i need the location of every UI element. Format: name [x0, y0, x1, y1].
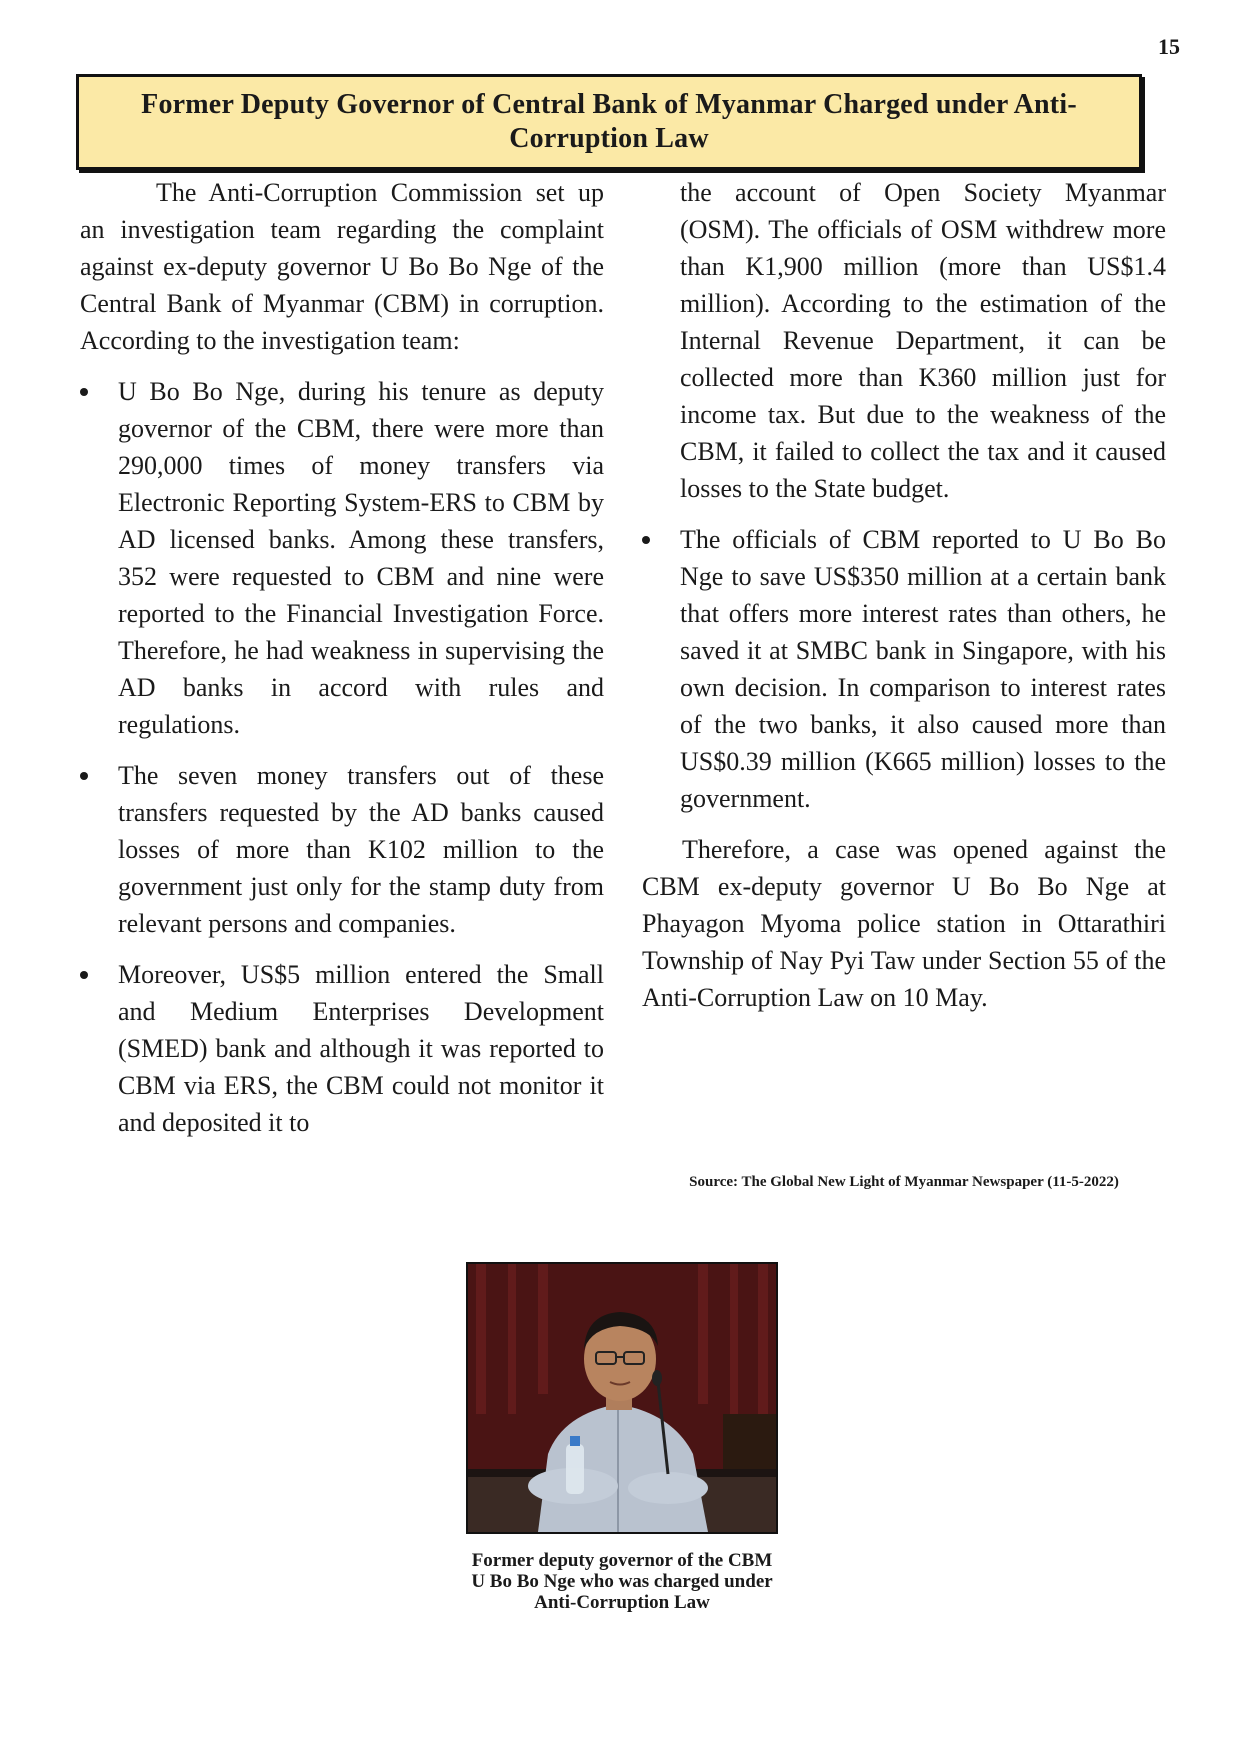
- finding-text: The officials of CBM reported to U Bo Bo Nge to save US$350 million at a certain bank that offers more interest rates than others, he saved it at SMBC bank in Singapore, with his own decision. In comparison to interest rates of the two banks, it also caused more than US$0.39 million (K665 million) losses to the government.: [680, 525, 1166, 813]
- bullet-icon: [642, 536, 650, 544]
- bullet-icon: [80, 772, 88, 780]
- list-item: [80, 373, 604, 743]
- portrait-illustration: [468, 1264, 776, 1532]
- portrait-photo: [466, 1262, 778, 1534]
- article-title-box: [76, 74, 1142, 170]
- article-title: Former Deputy Governor of Central Bank of Myanmar Charged under Anti-Corruption Law: [141, 89, 1077, 154]
- photo-caption: Former deputy governor of the CBM U Bo Bo Nge who was charged under Anti-Corruption Law: [471, 1550, 773, 1613]
- bullet-icon: [80, 388, 88, 396]
- right-column: [642, 174, 1166, 1016]
- page-number: 15: [1158, 34, 1180, 59]
- finding-continued-text: the account of Open Society Myanmar (OSM). The officials of OSM withdrew more than K1,900 million (more than US$1.4 million). According to the estimation of the Internal Revenue Department, it can be collected more than K360 million just for income tax. But due to the weakness of the CBM, it failed to collect the tax and it caused losses to the State budget.: [680, 178, 1166, 503]
- finding-text: Moreover, US$5 million entered the Small and Medium Enterprises Development (SMED) bank and although it was reported to CBM via ERS, the CBM could not monitor it and deposited it to: [118, 960, 604, 1137]
- list-item: [80, 956, 604, 1141]
- closing-paragraph: Therefore, a case was opened against the CBM ex-deputy governor U Bo Bo Nge at Phayagon Myoma police station in Ottarathiri Township of Nay Pyi Taw under Section 55 of the Anti-Corruption Law on 10 May.: [642, 835, 1166, 1012]
- intro-paragraph: The Anti-Corruption Commission set up an investigation team regarding the complaint against ex-deputy governor U Bo Bo Nge of the Central Bank of Myanmar (CBM) in corruption. According to the investigation team:: [80, 178, 604, 355]
- bullet-icon: [80, 971, 88, 979]
- left-column: [80, 174, 604, 1155]
- list-item: [642, 521, 1166, 817]
- finding-text: U Bo Bo Nge, during his tenure as deputy governor of the CBM, there were more than 290,000 times of money transfers via Electronic Reporting System-ERS to CBM by AD licensed banks. Among these transfers, 352 were requested to CBM and nine were reported to the Financial Investigation Force. Therefore, he had weakness in supervising the AD banks in accord with rules and regulations.: [118, 377, 604, 739]
- list-item: [80, 757, 604, 942]
- finding-text: The seven money transfers out of these transfers requested by the AD banks caused losses of more than K102 million to the government just only for the stamp duty from relevant persons and companies.: [118, 761, 604, 938]
- findings-list: [80, 373, 604, 1141]
- findings-list-continued: [642, 521, 1166, 817]
- source-credit: Source: The Global New Light of Myanmar Newspaper (11-5-2022): [689, 1174, 1119, 1190]
